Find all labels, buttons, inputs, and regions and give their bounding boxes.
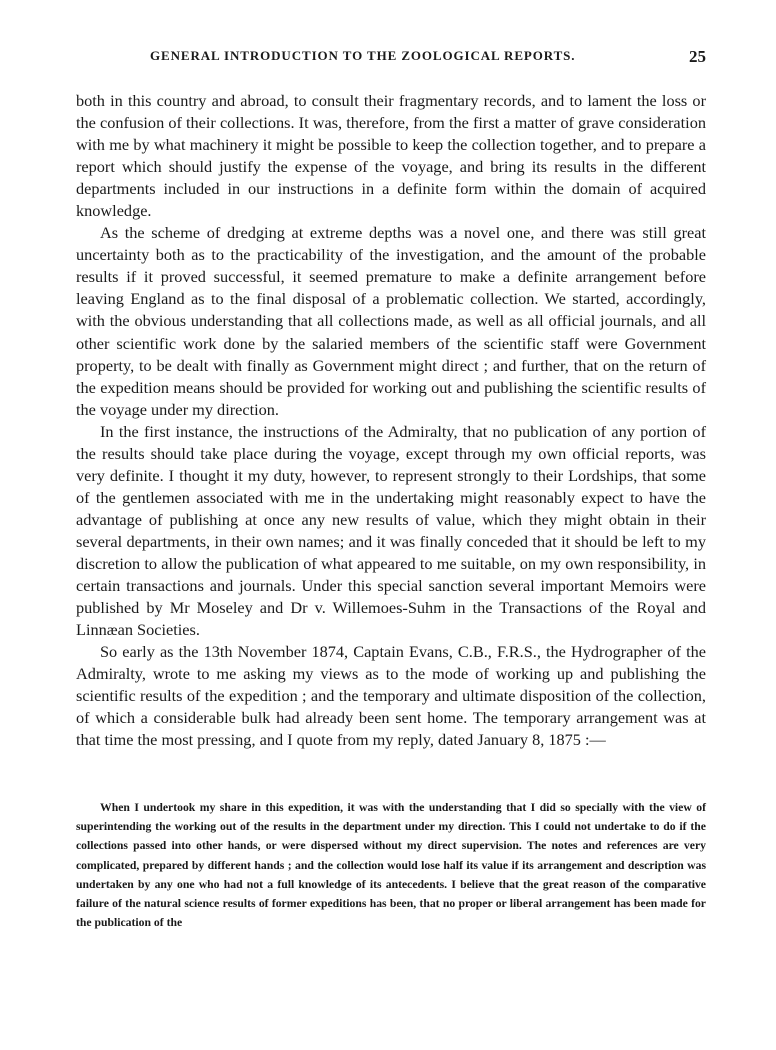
paragraph-dredging-scheme: As the scheme of dredging at extreme depths was a novel one, and there was still great uncertainty both as to the practicability of the investigation, and the amount of the probable results if it proved successful, it seemed premature to make a definite arrangement before leaving England as to the final disposal of a problematic collection. We started, accordingly, with the obvious understanding that all collections made, as well as all official journals, and all other scientific work done by the salaried members of the scientific staff were Government property, to be dealt with finally as Government might direct ; and further, that on the return of the expedition means should be provided for working out and publishing the scientific results of the voyage under my direction. xyxy=(76,223,706,419)
body-text xyxy=(76,90,706,751)
paragraph-captain-evans-letter: So early as the 13th November 1874, Captain Evans, C.B., F.R.S., the Hydrographer of the Admiralty, wrote to me asking my views as to the mode of working up and publishing the scientific results of the expedition ; and the temporary and ultimate disposition of the collection, of which a considerable bulk had already been sent home. The temporary arrangement was at that time the most pressing, and I quote from my reply, dated January 8, 1875 :— xyxy=(76,642,706,750)
quoted-reply-paragraph: When I undertook my share in this expedition, it was with the understanding that I did so specially with the view of superintending the working out of the results in the department under my direction. This I could not undertake to do if the collections passed into other hands, or were dispersed without my direct supervision. The notes and references are very complicated, prepared by different hands ; and the collection would lose half its value if its arrangement and description was undertaken by any one who had not a full knowledge of its antecedents. I believe that the great reason of the comparative failure of the natural science results of former expeditions has been, that no proper or liberal arrangement has been made for the publication of the xyxy=(76,801,706,930)
running-title: GENERAL INTRODUCTION TO THE ZOOLOGICAL REPORTS. xyxy=(150,48,576,63)
quoted-reply xyxy=(76,798,706,932)
paragraph-continuation: both in this country and abroad, to consult their fragmentary records, and to lament the loss or the confusion of their collections. It was, therefore, from the first a matter of grave consideration with me by what machinery it might be possible to keep the collection together, and to prepare a report which should justify the expense of the voyage, and bring its results in the different departments included in our instructions in a definite form within the domain of acquired knowledge. xyxy=(76,91,706,221)
page-number: 25 xyxy=(689,47,706,66)
paragraph-admiralty-instructions: In the first instance, the instructions of the Admiralty, that no publication of any portion of the results should take place during the voyage, except through my own official reports, was very definite. I thought it my duty, however, to represent strongly to their Lordships, that some of the gentlemen associated with me in the undertaking might reasonably expect to have the advantage of publishing at once any new results of value, which they might obtain in their several departments, in their own names; and it was finally conceded that it should be left to my discretion to allow the publication of what appeared to me suitable, on my own responsibility, in certain transactions and journals. Under this special sanction several important Memoirs were published by Mr Moseley and Dr v. Willemoes-Suhm in the Transactions of the Royal and Linnæan Societies. xyxy=(76,421,706,640)
